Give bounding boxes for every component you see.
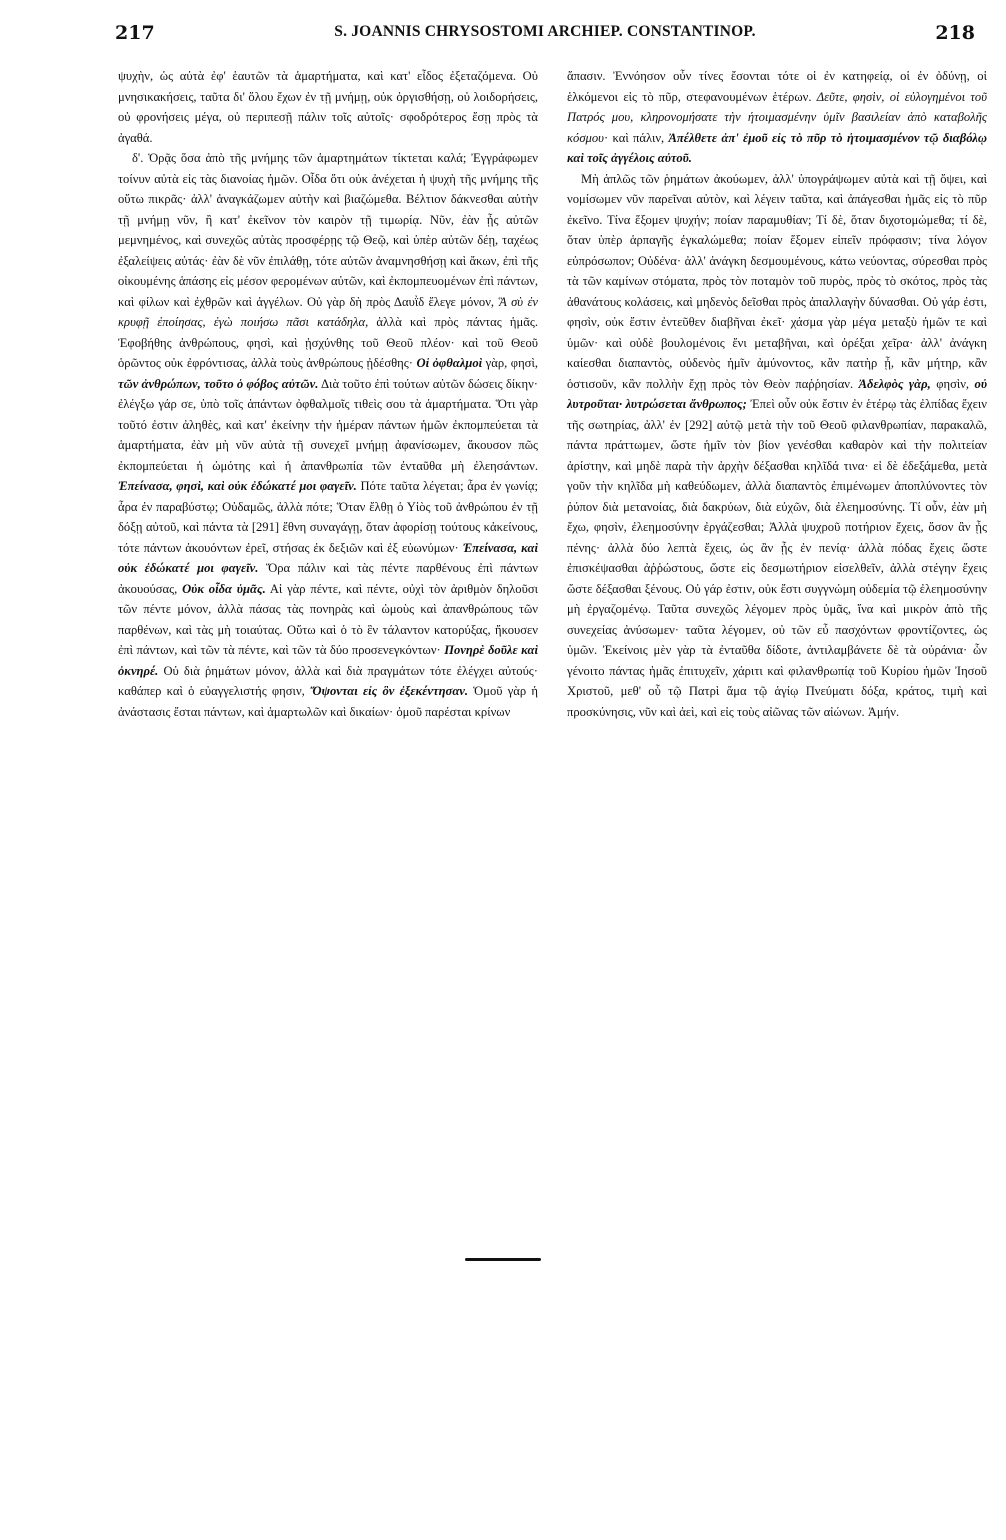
left-paragraph-2	[118, 148, 538, 722]
scripture-quote: Ἐπείνασα, καὶ οὐκ ἐδώκατέ μοι φαγεῖν.	[118, 540, 538, 575]
scripture-quote: Ἀδελφὸς γὰρ,	[858, 376, 931, 391]
text-run: Ἐπεὶ οὖν οὐκ ἔστιν ἐν ἑτέρῳ τὰς ἐλπίδας ἔχειν τῆς σωτηρίας, ἀλλ' ἐν [292] αὐτῷ μετὰ τὴν τοῦ Θεοῦ φιλανθρωπίαν, παρακαλῶ, πάντα πράττωμεν, ὥστε ἡμῖν τὸν βίον γενέσθαι καθαρὸν καὶ τὴν πολιτείαν ἀρίστην, καὶ μηδὲ παρὰ τὴν ἀρχὴν δέξασθαι κηλῖδά τινα· εἰ δὲ ἐδεξάμεθα, μετὰ γοῦν τὴν κηλῖδα μὴ καθεύδωμεν, ἀλλὰ διαπαντὸς ἐπιμένωμεν ἀποπλύνοντες τὸν ῥύπον διὰ μετανοίας, διὰ δακρύων, διὰ εὐχῶν, διὰ ἐλεημοσύνης. Τί οὖν, ἐὰν μὴ ἔχω, φησὶν, ἐλεημοσύνην ἐργάζεσθαι; Ἀλλὰ ψυχροῦ ποτήριον ἔχεις, ὅσον ἂν ᾖς πένης· ἀλλὰ δύο λεπτὰ ἔχεις, ὡς ἂν ᾖς ἐν πενίᾳ· ἀλλὰ πόδας ἔχεις ὥστε ἐπισκέψασθαι ἀῤῥώστους, ὥστε εἰς δεσμωτήριον εἰσελθεῖν, ἀλλὰ στέγην ἔχεις ὥστε δέξασθαι ξένους. Οὐ γάρ ἐστιν, οὐκ ἔστι συγγνώμη οὐδεμία τῷ ἐλεημοσύνην μὴ ἐργαζομένῳ. Ταῦτα συνεχῶς λέγομεν πρὸς ὑμᾶς, ἵνα καὶ μικρὸν ἀπὸ τῆς συνεχείας ἀνύσωμεν· ταῦτα λέγομεν, οὐ τῶν εὖ πασχόντων φροντίζοντες, ὡς ὑμῶν. Ἐκείνοις μὲν γὰρ τὰ ἐνταῦθα δίδοτε, ἀντιλαμβάνετε δὲ τὰ οὐράνια· ὧν γένοιτο πάντας ἡμᾶς ἐπιτυχεῖν, χάριτι καὶ φιλανθρωπίᾳ τοῦ Κυρίου ἡμῶν Ἰησοῦ Χριστοῦ, μεθ' οὗ τῷ Πατρὶ ἅμα τῷ ἁγίῳ Πνεύματι δόξα, κράτος, τιμὴ καὶ προσκύνησις, νῦν καὶ ἀεὶ, καὶ εἰς τοὺς αἰῶνας τῶν αἰώνων. Ἀμήν.	[567, 397, 987, 719]
scripture-quote: Ἐπείνασα, φησὶ, καὶ οὐκ ἐδώκατέ μοι φαγεῖν.	[118, 479, 357, 493]
page-number-left: 217	[115, 22, 155, 44]
scripture-quote: οὐ λυτροῦται· λυτρώσεται ἄνθρωπος;	[567, 376, 987, 411]
scripture-quote: Ὄψονται εἰς ὃν ἐξεκέντησαν.	[310, 684, 469, 698]
scripture-quote: Οἱ ὀφθαλμοὶ	[416, 356, 483, 370]
text-run: Ὅρα πάλιν καὶ τὰς πέντε παρθένους ἐπὶ πάντων ἀκουούσας,	[118, 561, 538, 596]
scripture-quote: τῶν ἀνθρώπων, τοῦτο ὁ φόβος αὐτῶν.	[118, 376, 319, 391]
text-run: · καὶ πάλιν,	[603, 130, 669, 145]
right-paragraph-1	[567, 66, 987, 169]
left-paragraph-1: ψυχὴν, ὡς αὐτὰ ἐφ' ἑαυτῶν τὰ ἁμαρτήματα, καὶ κατ' εἶδος ἐξεταζόμενα. Οὐ μνησικακήσεις, ταῦτα δι' ὅλου ἔχων ἐν τῇ μνήμῃ, οὐκ ὀργισθήσῃ, οὐ λοιδορήσεις, οὐ φρονήσεις μέγα, οὐ περιπεσῇ πάλιν τοῖς αὐτοῖς· σφοδρότερος ἔσῃ πρὸς τὰ ἀγαθά.	[118, 69, 538, 145]
right-paragraph-2	[567, 169, 987, 723]
page-number-right: 218	[935, 22, 975, 44]
text-run: Μὴ ἁπλῶς τῶν ῥημάτων ἀκούωμεν, ἀλλ' ὑπογράψωμεν αὐτὰ καὶ τῇ ὄψει, καὶ νομίσωμεν νῦν παρεῖναι αὐτὸν, καὶ λέγειν ταῦτα, καὶ ἀπάγεσθαι ἡμᾶς εἰς τὸ πῦρ ἐκεῖνο. Τίνα ἕξομεν ψυχήν; ποίαν παραμυθίαν; Τί δὲ, ὅταν διχοτομώμεθα; τί δὲ, ὅταν ὑπὲρ ἁρπαγῆς ἐγκαλώμεθα; ποίαν ἕξομεν εἰπεῖν πρόφασιν; τίνα λόγον εὐπρόσωπον; Οὐδένα· ἀλλ' ἀνάγκη δεσμουμένους, κάτω νεύοντας, σύρεσθαι πρὸς τὰ τῶν καμίνων στόματα, πρὸς τὸν ποταμὸν τοῦ πυρὸς, πρὸς τὸ σκότος, πρὸς τὰς ἀθανάτους κολάσεις, καὶ μηδενὸς δεῖσθαι πρὸς ἀπαλλαγὴν δύνασθαι. Οὐ γάρ ἐστι, φησὶν, οὐκ ἔστιν ἐντεῦθεν διαβῆναι ἐκεῖ· χάσμα γὰρ μέγα μεταξὺ ἡμῶν τε καὶ ὑμῶν· καὶ οὐδὲ βουλομένοις ἔνι μεταβῆναι, καὶ ὀρέξαι χεῖρα· ἀλλ' ἀνάγκη καίεσθαι διαπαντὸς, οὐδενὸς ἡμῖν ἀμύνοντος, κἂν πατὴρ ᾖ, κἂν μήτηρ, κἂν ὁστισοῦν, κἂν πολλὴν ἔχῃ πρὸς τὸν Θεὸν παῤῥησίαν.	[567, 171, 987, 391]
text-run: Αἱ γὰρ πέντε, καὶ πέντε, οὐχὶ τὸν ἀριθμὸν δηλοῦσι τῶν πέντε μόνον, ἀλλὰ πάσας τὰς πονηρὰς καὶ ὠμοὺς καὶ ἀπανθρώπους τῶν παρθένων, καὶ τὰς μὴ τοιαύτας. Οὕτω καὶ ὁ τὸ ἓν τάλαντον κατορύξας, ἤκουσεν ἐπὶ πάντων, καὶ τῶν τὰ πέντε, καὶ τῶν τὰ δύο προσενεγκόντων·	[118, 581, 538, 657]
right-column	[567, 66, 987, 722]
text-run: Οὐ διὰ ῥημάτων μόνον, ἀλλὰ καὶ διὰ πραγμάτων τότε ἐλέγχει αὐτούς· καθάπερ καὶ ὁ εὐαγγελιστής φησιν,	[118, 663, 538, 698]
end-rule	[465, 1258, 541, 1261]
page-header	[115, 22, 975, 52]
scripture-quote: Δεῦτε, φησὶν, οἱ εὐλογημένοι τοῦ Πατρός μου, κληρονομήσατε τὴν ἡτοιμασμένην ὑμῖν βασιλείαν ἀπὸ καταβολῆς κόσμου	[567, 89, 988, 145]
scripture-quote: Οὐκ οἶδα ὑμᾶς.	[182, 581, 266, 596]
text-run: δ'. Ὁρᾷς ὅσα ἀπὸ τῆς μνήμης τῶν ἁμαρτημάτων τίκτεται καλά; Ἐγγράφωμεν τοίνυν αὐτὰ εἰς τὰς διανοίας ἡμῶν. Οἶδα ὅτι οὐκ ἀνέχεται ἡ ψυχὴ τῆς μνήμης τῆς οὕτω πικρᾶς· ἀλλ' ἀναγκάζωμεν αὐτὴν καὶ βιαζώμεθα. Βέλτιον δάκνεσθαι αὐτὴν τῇ μνήμῃ νῦν, ἢ κατ' ἐκεῖνον τὸν καιρὸν τῇ τιμωρίᾳ. Νῦν, ἐὰν ᾖς αὐτῶν μεμνημένος, καὶ συνεχῶς αὐτὰς προσφέρῃς τῷ Θεῷ, καὶ ὑπὲρ αὐτῶν δέῃ, ταχέως ἐξαλείψεις αὐτάς· ἐὰν δὲ νῦν ἐπιλάθῃ, τότε αὐτῶν ἀναμνησθήσῃ καὶ ἄκων, ἐπὶ τῆς οἰκουμένης ἁπάσης εἰς μέσον φερομένων αὐτῶν, καὶ ἐκπομπευομένων ἐπὶ πάντων, καὶ φίλων καὶ ἐχθρῶν καὶ ἀγγέλων. Οὐ γὰρ δὴ πρὸς Δαυῒδ ἔλεγε μόνον,	[118, 151, 538, 309]
text-run: Διὰ τοῦτο ἐπὶ τούτων αὐτῶν δώσεις δίκην· ἐλέγξω γάρ σε, ὑπὸ τοῖς ἁπάντων ὀφθαλμοῖς τιθεὶς σου τὰ ἁμαρτήματα. Ὅτι γὰρ τοῦτό ἐστιν ἀληθὲς, καὶ κατ' ἐκείνην τὴν ἡμέραν πάντων ἡμῶν ἐκπομπεύεται τὰ ἁμαρτήματα, ἐὰν μὴ νῦν αὐτὰ τῇ συνεχεῖ μνήμῃ ἀφανίσωμεν, ἄκουσον πῶς ἐκπομπεύεται ἡ ὠμότης καὶ ἡ ἀπανθρωπία τῶν ἐνταῦθα μὴ ἐλεησάντων.	[118, 376, 538, 473]
text-run: γὰρ, φησὶ,	[482, 356, 538, 370]
text-run: , ἀλλὰ καὶ πρὸς πάντας ἡμᾶς. Ἐφοβήθης ἀνθρώπους, φησὶ, καὶ ᾐσχύνθης τοῦ Θεοῦ πλέον· καὶ τοῦ Θεοῦ ὁρῶντος οὐκ ἐφρόντισας, ἀλλὰ τοὺς ἀνθρώπους ᾐδέσθης·	[118, 315, 538, 370]
scripture-quote: Ἀπέλθετε ἀπ' ἐμοῦ εἰς τὸ πῦρ τὸ ἡτοιμασμένον τῷ διαβόλῳ καὶ τοῖς ἀγγέλοις αὐτοῦ.	[567, 130, 987, 165]
text-run: ἅπασιν. Ἐννόησον οὖν τίνες ἔσονται τότε οἱ ἐν κατηφείᾳ, οἱ ἐν ὀδύνῃ, οἱ ἑλκόμενοι εἰς τὸ πῦρ, στεφανουμένων ἑτέρων.	[567, 69, 987, 104]
running-title: S. JOANNIS CHRYSOSTOMI ARCHIEP. CONSTANTINOP.	[334, 23, 756, 40]
scripture-quote: Πονηρὲ δοῦλε καὶ ὀκνηρέ.	[118, 643, 538, 678]
scripture-quote: Ἃ σὺ ἐν κρυφῇ ἐποίησας, ἐγὼ ποιήσω πᾶσι κατάδηλα	[118, 294, 538, 329]
text-run: Ὁμοῦ γὰρ ἡ ἀνάστασις ἔσται πάντων, καὶ ἁμαρτωλῶν καὶ δικαίων· ὁμοῦ παρέσται κρίνων	[118, 684, 538, 719]
text-run: Πότε ταῦτα λέγεται; ἆρα ἐν γωνίᾳ; ἆρα ἐν παραβύστῳ; Οὐδαμῶς, ἀλλὰ πότε; Ὅταν ἔλθῃ ὁ Υἱὸς τοῦ ἀνθρώπου ἐν τῇ δόξῃ αὐτοῦ, καὶ πάντα τὰ [291] ἔθνη συναγάγῃ, ὅταν ἀφορίσῃ τούτους κἀκείνους, τότε πάντων ἀκουόντων ἐρεῖ, στήσας ἐκ δεξιῶν καὶ ἐξ εὐωνύμων·	[118, 479, 538, 555]
left-column	[118, 66, 538, 722]
text-run: φησὶν,	[930, 376, 975, 391]
